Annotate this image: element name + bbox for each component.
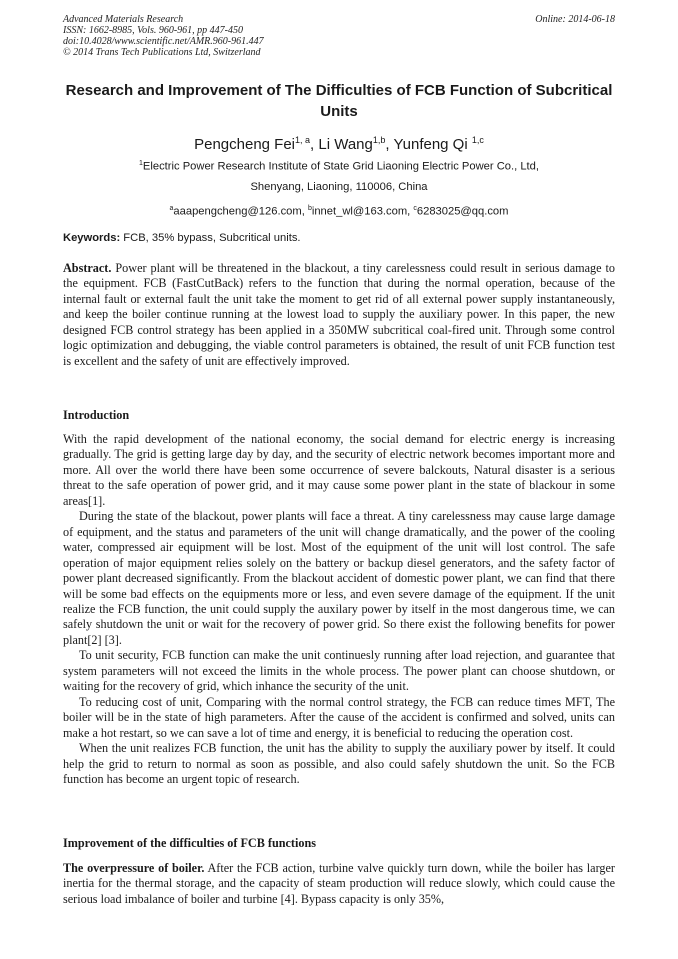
- section-heading-introduction: Introduction: [63, 408, 130, 422]
- email-superscript: c: [413, 205, 417, 212]
- author-superscript: 1,c: [471, 135, 484, 145]
- author-separator: ,: [310, 136, 319, 153]
- abstract: [63, 261, 615, 369]
- paragraph: To unit security, FCB function can make the unit continuesly running after load rejection, and guarantee that system parameters will not exceed the limits in the whole process. The power plant can choose shutdown, or waiting for the recovery of grid, which inhance the security of the unit.: [63, 648, 615, 694]
- email-address: 6283025@qq.com: [416, 205, 509, 218]
- abstract-label: Abstract.: [63, 261, 112, 275]
- email-superscript: a: [169, 205, 174, 212]
- email-address: innet_wl@163.com,: [311, 205, 414, 218]
- affiliation-text: Electric Power Research Institute of State Grid Liaoning Electric Power Co., Ltd,: [142, 160, 539, 173]
- doi-line: doi:10.4028/www.scientific.net/AMR.960-961.447: [63, 36, 264, 47]
- section-heading-improvement: Improvement of the difficulties of FCB functions: [63, 836, 316, 850]
- author-name: Pengcheng Fei: [194, 136, 296, 153]
- improvement-body: [63, 861, 615, 907]
- issn-line: ISSN: 1662-8985, Vols. 960-961, pp 447-450: [63, 25, 243, 36]
- journal-header: [63, 14, 615, 58]
- keywords-text: FCB, 35% bypass, Subcritical units.: [120, 232, 301, 244]
- author-name: Li Wang: [318, 136, 373, 153]
- email-line: [40, 202, 638, 219]
- keywords: [63, 231, 615, 245]
- affiliation-superscript: 1: [139, 160, 143, 167]
- keywords-label: Keywords:: [63, 232, 121, 244]
- author-list: [40, 130, 638, 155]
- paragraph: With the rapid development of the national economy, the social demand for electric energy is increasing gradually. The grid is getting large day by day, and the security of electric network becomes important more and more. All over the world there have been some occurrence of severe balckouts, Natural disaster is a serious threat to the safe operation of power grid, and it may cause some power plant in the state of blackour in some areas[1].: [63, 432, 615, 508]
- affiliation-line-2: Shenyang, Liaoning, 110006, China: [250, 181, 428, 193]
- affiliation-line-1: [40, 157, 638, 174]
- email-address: aaapengcheng@126.com,: [173, 205, 308, 218]
- subsection-text: After the FCB action, turbine valve quickly turn down, while the boiler has larger inertia for the thermal storage, and the capacity of steam production will reduce slowly, which could cause the serious load imbalance of boiler and turbine [4]. Bypass capacity is only 35%,: [63, 861, 615, 906]
- online-date: Online: 2014-06-18: [535, 14, 615, 25]
- introduction-body: [63, 432, 615, 787]
- author-superscript: 1,b: [372, 135, 386, 145]
- paper-title: Research and Improvement of The Difficulties of FCB Function of Subcritical Units: [65, 82, 613, 120]
- email-superscript: b: [307, 205, 312, 212]
- copyright-line: © 2014 Trans Tech Publications Ltd, Switzerland: [63, 47, 261, 58]
- paragraph: During the state of the blackout, power plants will face a threat. A tiny carelessness may cause large damage of equipment, and the status and parameters of the unit will change dramatically, and the power of the cooling water, compressed air equipment will be lost. Most of the equipment of the unit will lost control. The safe operation of major equipment relies solely on the battery or backup diesel generators, and the safety factor of power plant decreased significantly. From the blackout accident of domestic power plant, we can find that there will be some bad effects on the equipments more or less, and even severe damage of the equipment. If the unit realize the FCB function, the unit could supply the auxilary power by itself in the most dangerous time, we can safely shutdown the unit or wait for the recovery of power grid. So there exist the following benefits for power plant[2] [3].: [63, 509, 615, 647]
- journal-name: Advanced Materials Research: [63, 14, 184, 25]
- author-superscript: 1, a: [295, 135, 311, 145]
- paragraph: When the unit realizes FCB function, the unit has the ability to supply the auxiliary power by itself. It could help the grid to return to normal as soon as possible, and also could safely shutdown the unit. So the FCB function has become an urgent topic of research.: [63, 741, 615, 786]
- abstract-text: Power plant will be threatened in the blackout, a tiny carelessness could result in serious damage to the equipment. FCB (FastCutBack) refers to the function that during the normal operation, because of the internal fault or external fault the unit take the moment to get rid of all external power supply instantaneously, and keep the boiler continue running at the lowest load to supply the auxiliary power. In this paper, the new designed FCB control strategy has been applied in a 350MW subcritical coal-fired unit. Through some control logic optimization and debugging, the viable control parameters is obtained, the result of unit FCB function test is excellent and the safety of unit are effectively improved.: [63, 261, 615, 368]
- paragraph: To reducing cost of unit, Comparing with the normal control strategy, the FCB can reduce times MFT, The boiler will be in the state of high parameters. After the cause of the accident is confirmed and solved, units can make a hot restart, so we can save a lot of time and energy, it is beneficial to reducing the operation cost.: [63, 694, 615, 740]
- author-separator: ,: [385, 136, 394, 153]
- author-name: Yunfeng Qi: [393, 136, 472, 153]
- subsection-label: The overpressure of boiler.: [63, 861, 205, 875]
